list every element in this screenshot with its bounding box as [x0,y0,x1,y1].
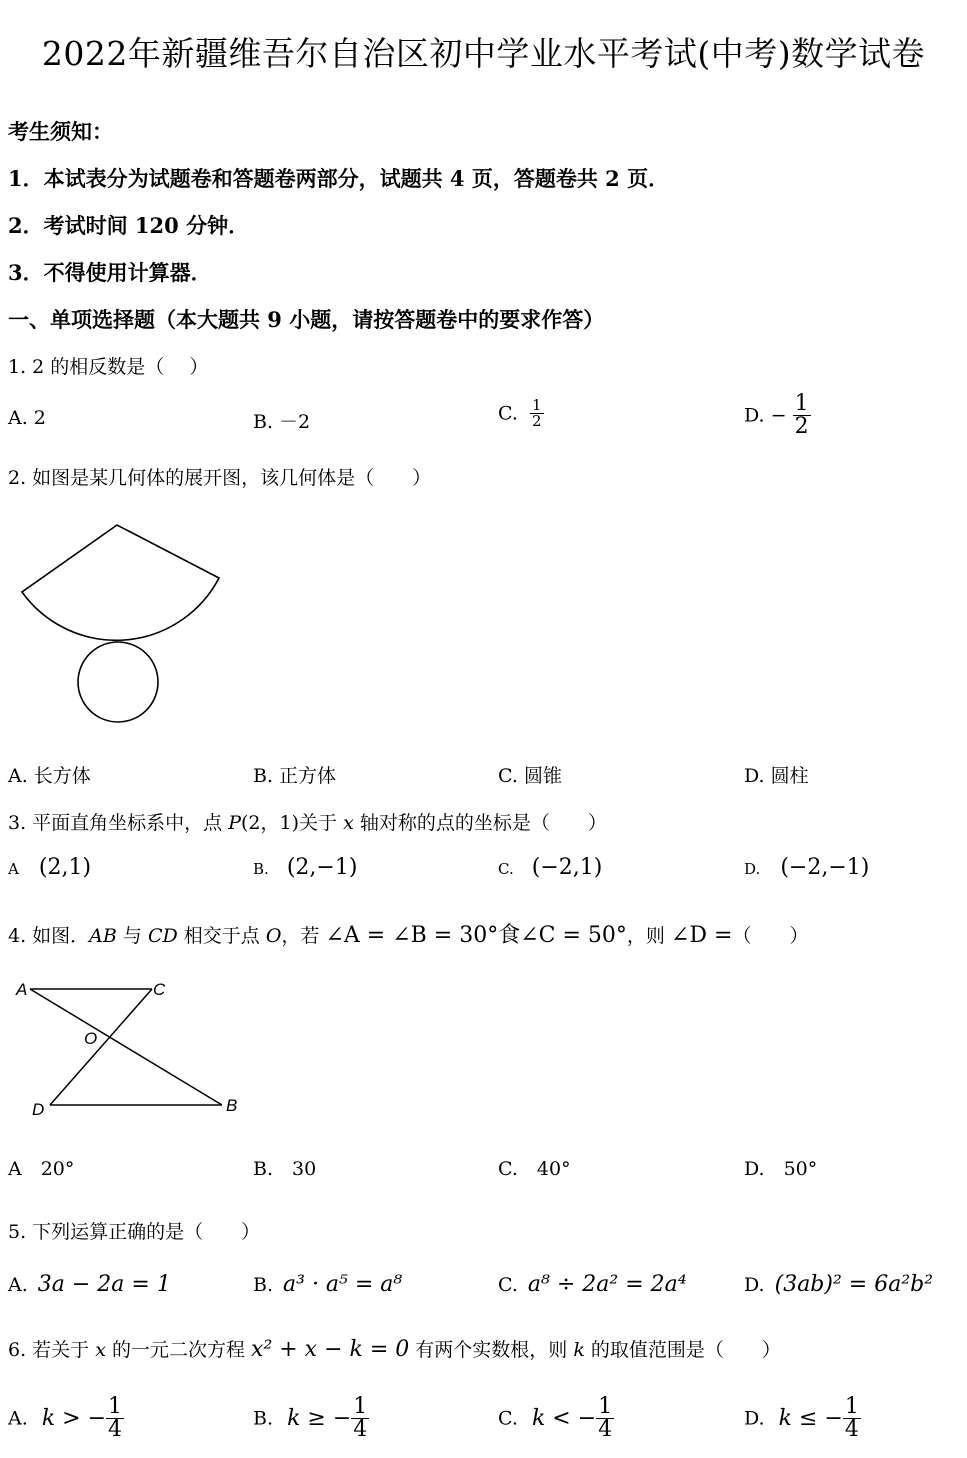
cone-lateral-sector [22,525,219,640]
q6-option-c: C. k < − $\frac{1}{4}$ [498,1394,613,1442]
q5-option-d: D. (3ab)² = 6a²b² [744,1272,934,1297]
q5-option-b: B. a³ · a⁵ = a⁸ [253,1272,403,1297]
q1-stem: 1. 2 的相反数是（ ） [8,356,209,378]
q4-option-d: D. 50° [744,1158,818,1180]
q1-option-c: C. $\frac{1}{2}$ [498,396,542,430]
q4-option-a: A 20° [8,1158,75,1180]
label-b: B [226,1096,238,1115]
notice-heading: 考生须知： [8,119,113,144]
q1-option-b: B. －2 [253,411,311,433]
page-title: 2022年新疆维吾尔自治区初中学业水平考试(中考)数学试卷 [41,34,926,73]
q3-option-b: B. (2,−1) [253,855,358,880]
q4-option-b: B. 30 [253,1158,317,1180]
label-o: O [84,1029,98,1048]
notice-item-2: 2．考试时间 120 分钟． [8,213,250,238]
q6-option-b: B. k ≥ − $\frac{1}{4}$ [253,1394,368,1442]
q2-option-d: D. 圆柱 [744,765,809,787]
q1-option-d: D. − $\frac{1}{2}$ [744,391,809,439]
q2-stem: 2. 如图是某几何体的展开图，该几何体是（ ） [8,467,432,489]
q6-stem: 6. 若关于 x 的一元二次方程 x² + x − k = 0 有两个实数根，则 k 的取值范围是（ ） [8,1337,781,1362]
notice-item-3: 3．不得使用计算器． [8,260,212,285]
q5-option-c: C. a⁸ ÷ 2a² = 2a⁴ [498,1272,687,1297]
section-heading: 一、单项选择题（本大题共 9 小题，请按答题卷中的要求作答） [8,307,605,332]
label-d: D [32,1100,45,1119]
q2-option-a: A. 长方体 [8,765,91,787]
q6-option-d: D. k ≤ − $\frac{1}{4}$ [744,1394,859,1442]
segment-cd [50,989,152,1105]
q3-option-d: D. (−2,−1) [744,855,870,880]
cone-base-circle [78,642,158,722]
segment-ab [30,989,222,1105]
q4-figure [10,972,250,1122]
q4-option-c: C. 40° [498,1158,571,1180]
label-c: C [153,980,166,999]
q1-option-a: A. 2 [8,407,46,429]
q5-stem: 5. 下列运算正确的是（ ） [8,1221,261,1243]
q3-option-a: A (2,1) [8,855,92,880]
q4-stem: 4. 如图．AB 与 CD 相交于点 O，若 ∠A = ∠B = 30°食∠C = 50°，则 ∠D =（ ） [8,923,809,948]
q5-option-a: A. 3a − 2a = 1 [8,1272,171,1297]
q2-option-c: C. 圆锥 [498,765,562,787]
notice-item-1: 1．本试表分为试题卷和答题卷两部分，试题共 4 页，答题卷共 2 页． [8,166,670,191]
q2-net-figure [15,520,230,730]
q6-option-a: A. k > − $\frac{1}{4}$ [8,1394,122,1442]
q2-option-b: B. 正方体 [253,765,337,787]
label-a: A [16,980,28,999]
q3-stem: 3. 平面直角坐标系中，点 P(2，1)关于 x 轴对称的点的坐标是（ ） [8,812,607,834]
q3-option-c: C. (−2,1) [498,855,603,880]
